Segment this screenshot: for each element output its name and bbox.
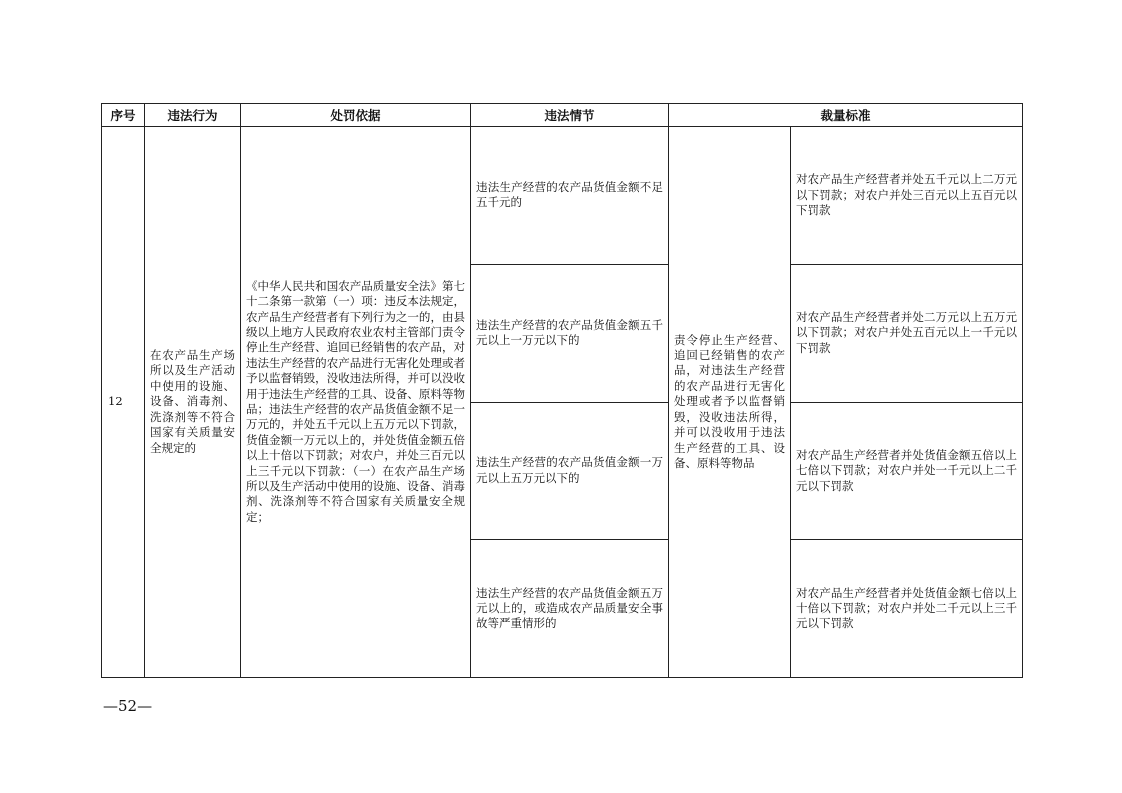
- table-row: [102, 127, 1023, 265]
- header-circumstance: 违法情节: [471, 104, 669, 127]
- penalty-basis-cell: 《中华人民共和国农产品质量安全法》第七十二条第一款第（一）项：违反本法规定，农产品生产经营者有下列行为之一的，由县级以上地方人民政府农业农村主管部门责令停止生产经营、追回已经销售的农产品，对违法生产经营的农产品进行无害化处理或者予以监督销毁，没收违法所得，并可以没收用于违法生产经营的工具、设备、原料等物品；违法生产经营的农产品货值金额不足一万元的，并处五千元以上五万元以下罚款，货值金额一万元以上的，并处货值金额五倍以上十倍以下罚款；对农户，并处三百元以上三千元以下罚款：（一）在农产品生产场所以及生产活动中使用的设施、设备、消毒剂、洗涤剂等不符合国家有关质量安全规定；: [241, 127, 471, 678]
- standard-tier-3: 对农产品生产经营者并处货值金额五倍以上七倍以下罚款；对农户并处一千元以上二千元以下罚款: [791, 402, 1023, 540]
- standard-tier-4: 对农产品生产经营者并处货值金额七倍以上十倍以下罚款；对农户并处二千元以上三千元以下罚款: [791, 540, 1023, 678]
- corrective-measures-cell: 责令停止生产经营、追回已经销售的农产品，对违法生产经营的农产品进行无害化处理或者予以监督销毁，没收违法所得，并可以没收用于违法生产经营的工具、设备、原料等物品: [669, 127, 791, 678]
- header-discretion-standard: 裁量标准: [669, 104, 1023, 127]
- table-header-row: [102, 104, 1023, 127]
- circumstance-tier-4: 违法生产经营的农产品货值金额五万元以上的，或造成农产品质量安全事故等严重情形的: [471, 540, 669, 678]
- penalty-standard-table: [101, 103, 1023, 678]
- row-number: 12: [102, 127, 145, 678]
- circumstance-tier-2: 违法生产经营的农产品货值金额五千元以上一万元以下的: [471, 264, 669, 402]
- standard-tier-2: 对农产品生产经营者并处二万元以上五万元以下罚款；对农户并处五百元以上一千元以下罚款: [791, 264, 1023, 402]
- header-illegal-act: 违法行为: [145, 104, 241, 127]
- header-penalty-basis: 处罚依据: [241, 104, 471, 127]
- page-number: —52—: [103, 697, 153, 715]
- header-number: 序号: [102, 104, 145, 127]
- illegal-act-cell: 在农产品生产场所以及生产活动中使用的设施、设备、消毒剂、洗涤剂等不符合国家有关质量安全规定的: [145, 127, 241, 678]
- circumstance-tier-3: 违法生产经营的农产品货值金额一万元以上五万元以下的: [471, 402, 669, 540]
- standard-tier-1: 对农产品生产经营者并处五千元以上二万元以下罚款；对农户并处三百元以上五百元以下罚款: [791, 127, 1023, 265]
- circumstance-tier-1: 违法生产经营的农产品货值金额不足五千元的: [471, 127, 669, 265]
